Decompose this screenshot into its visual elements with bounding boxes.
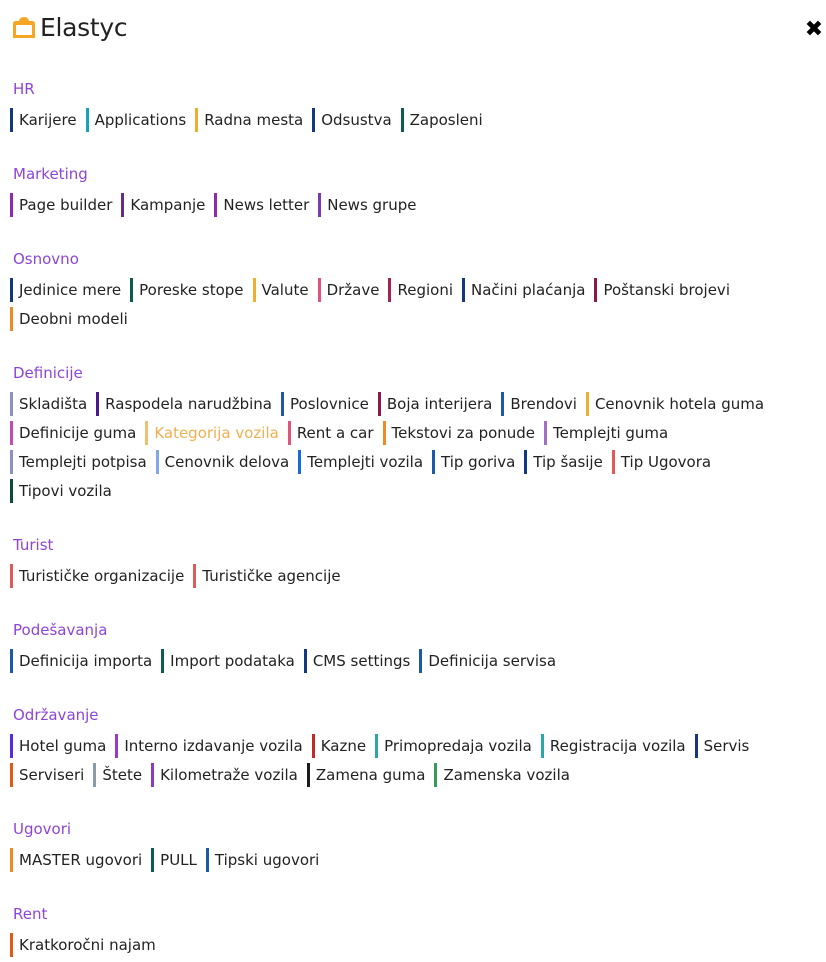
menu-item-link[interactable]: Kampanje (121, 193, 214, 217)
menu-item-link[interactable]: Cenovnik delova (156, 450, 299, 474)
menu-sections (0, 60, 826, 962)
app-title: Elastyc (40, 13, 128, 42)
menu-section (10, 619, 826, 678)
section-title: Turist (13, 536, 54, 554)
menu-item-link[interactable]: Applications (86, 108, 196, 132)
section-items (10, 848, 810, 877)
section-title: Ugovori (13, 820, 72, 838)
menu-item-link[interactable]: Boja interijera (378, 392, 501, 416)
menu-item-link[interactable]: Radna mesta (195, 108, 312, 132)
menu-section (10, 704, 826, 792)
menu-item-link[interactable]: PULL (151, 848, 206, 872)
section-items (10, 108, 810, 137)
menu-item-link[interactable]: Templejti vozila (298, 450, 432, 474)
menu-section (10, 534, 826, 593)
menu-item-link[interactable]: Regioni (388, 278, 462, 302)
menu-item-link[interactable]: Templejti potpisa (10, 450, 156, 474)
menu-item-link[interactable]: News grupe (318, 193, 425, 217)
menu-item-link[interactable]: Načini plaćanja (462, 278, 594, 302)
menu-item-link[interactable]: Serviseri (10, 763, 93, 787)
section-items (10, 933, 810, 962)
menu-item-link[interactable]: Poslovnice (281, 392, 378, 416)
menu-item-link[interactable]: Valute (253, 278, 318, 302)
close-button[interactable]: ✖ (804, 17, 824, 42)
menu-item-link[interactable]: Definicije guma (10, 421, 145, 445)
section-items (10, 564, 810, 593)
menu-item-link[interactable]: Karijere (10, 108, 86, 132)
top-bar (0, 0, 826, 60)
section-items (10, 734, 810, 792)
menu-section (10, 362, 826, 508)
section-items (10, 392, 810, 508)
menu-item-link[interactable]: Brendovi (501, 392, 586, 416)
menu-section (10, 818, 826, 877)
menu-item-link[interactable]: Štete (93, 763, 151, 787)
menu-item-link[interactable]: Zaposleni (401, 108, 492, 132)
menu-item-link[interactable]: Rent a car (288, 421, 383, 445)
menu-item-link[interactable]: Skladišta (10, 392, 96, 416)
section-title: Održavanje (13, 706, 99, 724)
section-items (10, 278, 810, 336)
section-title: HR (13, 80, 35, 98)
menu-item-link[interactable]: Cenovnik hotela guma (586, 392, 773, 416)
menu-item-link[interactable]: Deobni modeli (10, 307, 137, 331)
menu-item-link[interactable]: Hotel guma (10, 734, 115, 758)
menu-item-link[interactable]: Turističke organizacije (10, 564, 193, 588)
menu-item-link[interactable]: Import podataka (161, 649, 304, 673)
logo[interactable] (10, 14, 127, 42)
menu-item-link[interactable]: Templejti guma (544, 421, 677, 445)
menu-item-link[interactable]: Definicija importa (10, 649, 161, 673)
section-title: Marketing (13, 165, 88, 183)
section-items (10, 193, 810, 222)
section-title: Definicije (13, 364, 83, 382)
menu-item-link[interactable]: Zamena guma (307, 763, 435, 787)
menu-item-link[interactable]: Raspodela narudžbina (96, 392, 281, 416)
menu-section (10, 163, 826, 222)
menu-item-link[interactable]: Zamenska vozila (434, 763, 578, 787)
menu-item-link[interactable]: Poštanski brojevi (594, 278, 739, 302)
section-items (10, 649, 810, 678)
menu-item-link[interactable]: Tip goriva (432, 450, 524, 474)
menu-section (10, 903, 826, 962)
menu-item-link[interactable]: CMS settings (304, 649, 420, 673)
menu-item-link[interactable]: Servis (695, 734, 759, 758)
menu-item-link[interactable]: Tip šasije (524, 450, 612, 474)
menu-item-link[interactable]: Interno izdavanje vozila (115, 734, 311, 758)
menu-item-link[interactable]: Kratkoročni najam (10, 933, 165, 957)
menu-item-link[interactable]: Page builder (10, 193, 121, 217)
menu-section (10, 248, 826, 336)
menu-item-link[interactable]: Tekstovi za ponude (383, 421, 545, 445)
menu-item-link[interactable]: Definicija servisa (419, 649, 565, 673)
menu-item-link[interactable]: News letter (214, 193, 318, 217)
section-title: Rent (13, 905, 48, 923)
menu-section (10, 78, 826, 137)
menu-item-link[interactable]: Kazne (312, 734, 375, 758)
menu-item-link[interactable]: Jedinice mere (10, 278, 130, 302)
menu-item-link[interactable]: Primopredaja vozila (375, 734, 541, 758)
menu-item-link[interactable]: MASTER ugovori (10, 848, 151, 872)
menu-item-link[interactable]: Poreske stope (130, 278, 252, 302)
menu-item-link[interactable]: Registracija vozila (541, 734, 695, 758)
menu-item-link[interactable]: Tipovi vozila (10, 479, 121, 503)
menu-item-link[interactable]: Turističke agencije (193, 564, 349, 588)
menu-item-link[interactable]: Kilometraže vozila (151, 763, 307, 787)
menu-item-link[interactable]: Odsustva (312, 108, 400, 132)
menu-item-link[interactable]: Države (318, 278, 389, 302)
menu-item-link[interactable]: Tipski ugovori (206, 848, 328, 872)
menu-item-link[interactable]: Kategorija vozila (145, 421, 288, 445)
section-title: Osnovno (13, 250, 79, 268)
section-title: Podešavanja (13, 621, 108, 639)
cloud-logo-icon (10, 14, 38, 42)
menu-item-link[interactable]: Tip Ugovora (612, 450, 720, 474)
